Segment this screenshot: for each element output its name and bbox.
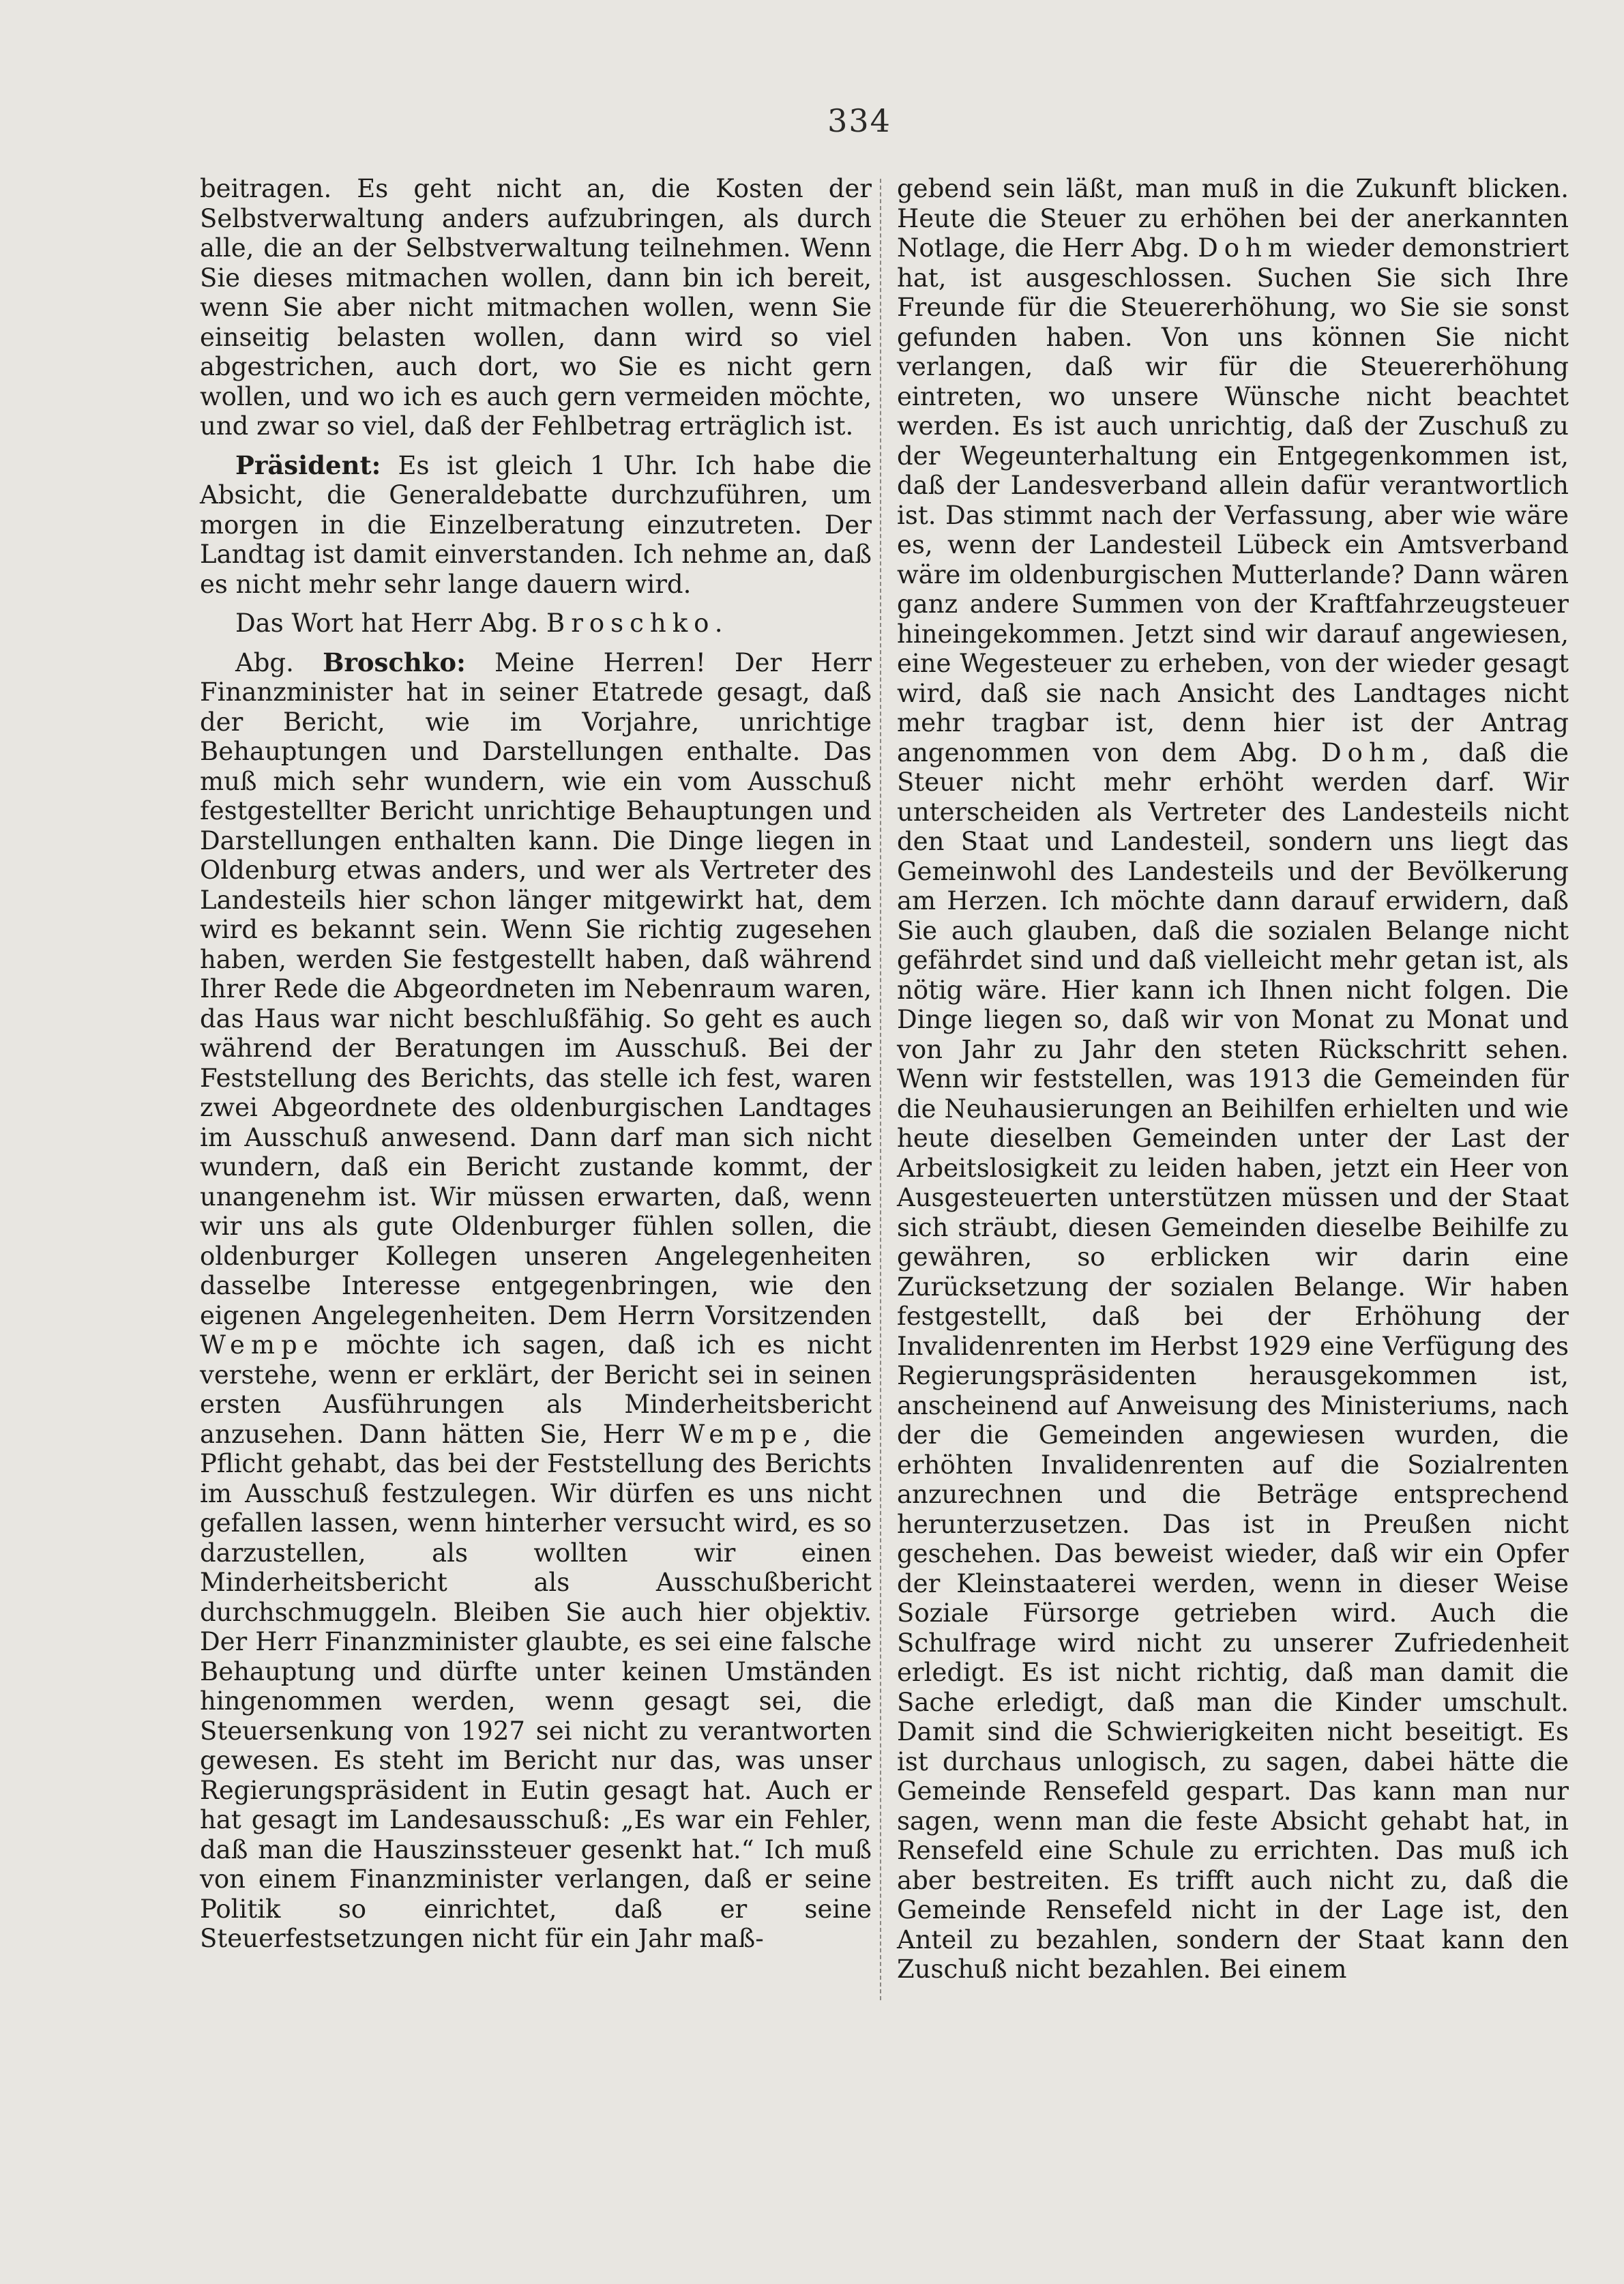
- paragraph-text: beitragen. Es geht nicht an, die Kosten der Selbstverwaltung anders aufzubringen, als durch alle, die an der Selbstverwaltung teilnehmen. Wenn Sie dieses mitmachen wollen, dann bin ich bereit, wenn Sie aber nicht mitmachen wollen, wenn Sie einseitig belasten wollen, dann wird so viel abgestrichen, auch dort, wo Sie es nicht gern wollen, und wo ich es auch gern vermeiden möchte, und zwar so viel, daß der Fehlbetrag erträglich ist.: [200, 174, 872, 441]
- person-name: Dohm: [1198, 233, 1298, 263]
- page-number: 334: [827, 102, 891, 139]
- speaker-label: Broschko:: [323, 647, 466, 677]
- paragraph-text: wieder demonstriert hat, ist ausgeschlossen. Suchen Sie sich Ihre Freunde für die Steuererhöhung, wo Sie sie sonst gefunden haben. Von uns können Sie nicht verlangen, daß wir für die Steuererhöhung eintreten, wo unsere Wünsche nicht beachtet werden. Es ist auch unrichtig, daß der Zuschuß zu der Wegeunterhaltung ein Entgegenkommen ist, daß der Landesverband allein dafür verantwortlich ist. Das stimmt nach der Verfassung, aber wie wäre es, wenn der Landesteil Lübeck ein Amtsverband wäre im oldenburgischen Mutterlande? Dann wären ganz andere Summen von der Kraftfahrzeugsteuer hineingekommen. Jetzt sind wir darauf angewiesen, eine Wegesteuer zu erheben, von der wieder gesagt wird, daß sie nach Ansicht des Landtages nicht mehr tragbar ist, denn hier ist der Antrag angenommen von dem Abg.: [897, 233, 1569, 767]
- speaker-label: Präsident:: [235, 450, 381, 480]
- paragraph-text: möchte ich sagen, daß ich es nicht verstehe, wenn er erklärt, der Bericht sei in seinen ersten Ausführungen als Minderheitsbericht anzusehen. Dann hätten Sie, Herr: [200, 1330, 872, 1449]
- person-name: Wempe: [200, 1330, 325, 1360]
- person-name: Dohm,: [1321, 737, 1436, 767]
- left-column: [200, 174, 872, 1963]
- speaker-name: Broschko.: [546, 609, 729, 638]
- column-divider: [880, 179, 881, 2000]
- right-column: [897, 174, 1569, 1994]
- paragraph: [897, 174, 1569, 1985]
- paragraph-text: Das Wort hat Herr Abg.: [235, 609, 547, 638]
- paragraph-text: gebend sein läßt, man muß in die Zukunft blicken. Heute die Steuer zu erhöhen bei der anerkannten Notlage, die Herr Abg.: [897, 174, 1569, 263]
- paragraph: [200, 174, 872, 441]
- paragraph: [200, 451, 872, 600]
- paragraph: [200, 609, 872, 639]
- paragraph-text: Meine Herren! Der Herr Finanzminister hat in seiner Etatrede gesagt, daß der Bericht, wie im Vorjahre, unrichtige Behauptungen und Darstellungen enthalte. Das muß mich sehr wundern, wie ein vom Ausschuß festgestellter Bericht unrichtige Behauptungen und Darstellungen enthalten kann. Die Dinge liegen in Oldenburg etwas anders, und wer als Vertreter des Landesteils hier schon länger mitgewirkt hat, dem wird es bekannt sein. Wenn Sie richtig zugesehen haben, werden Sie festgestellt haben, daß während Ihrer Rede die Abgeordneten im Nebenraum waren, das Haus war nicht beschlußfähig. So geht es auch während der Beratungen im Ausschuß. Bei der Feststellung des Berichts, das stelle ich fest, waren zwei Abgeordnete des oldenburgischen Landtages im Ausschuß anwesend. Dann darf man sich nicht wundern, daß ein Bericht zustande kommt, der unangenehm ist. Wir müssen erwarten, daß, wenn wir uns als gute Oldenburger fühlen sollen, die oldenburger Kollegen unseren Angelegenheiten dasselbe Interesse entgegenbringen, wie den eigenen Angelegenheiten. Dem Herrn Vorsitzenden: [200, 647, 872, 1330]
- paragraph-text: Es ist gleich 1 Uhr. Ich habe die Absicht, die Generaldebatte durchzuführen, um morgen in die Einzelberatung einzutreten. Der Landtag ist damit einverstanden. Ich nehme an, daß es nicht mehr sehr lange dauern wird.: [200, 450, 872, 599]
- paragraph-text: die Pflicht gehabt, das bei der Feststellung des Berichts im Ausschuß festzulegen. Wir dürfen es uns nicht gefallen lassen, wenn hinterher versucht wird, es so darzustellen, als wollten wir einen Minderheitsbericht als Ausschußbericht durchschmuggeln. Bleiben Sie auch hier objektiv. Der Herr Finanzminister glaubte, es sei eine falsche Behauptung und dürfte unter keinen Umständen hingenommen werden, wenn gesagt sei, die Steuersenkung von 1927 sei nicht zu verantworten gewesen. Es steht im Bericht nur das, was unser Regierungspräsident in Eutin gesagt hat. Auch er hat gesagt im Landesausschuß: „Es war ein Fehler, daß man die Hauszinssteuer gesenkt hat.“ Ich muß von einem Finanzminister verlangen, daß er seine Politik so einrichtet, daß er seine Steuerfestsetzungen nicht für ein Jahr maß-: [200, 1419, 872, 1953]
- person-name: Wempe,: [679, 1419, 818, 1449]
- paragraph-text: daß die Steuer nicht mehr erhöht werden darf. Wir unterscheiden als Vertreter des Landesteils nicht den Staat und Landesteil, sondern uns liegt das Gemeinwohl des Landesteils und der Bevölkerung am Herzen. Ich möchte dann darauf erwidern, daß Sie auch glauben, daß die sozialen Belange nicht gefährdet sind und daß vielleicht mehr getan ist, als nötig wäre. Hier kann ich Ihnen nicht folgen. Die Dinge liegen so, daß wir von Monat zu Monat und von Jahr zu Jahr den steten Rückschritt sehen. Wenn wir feststellen, was 1913 die Gemeinden für die Neuhausierungen an Beihilfen erhielten und wie heute dieselben Gemeinden unter der Last der Arbeitslosigkeit zu leiden haben, jetzt ein Heer von Ausgesteuerten unterstützen müssen und der Staat sich sträubt, diesen Gemeinden dieselbe Beihilfe zu gewähren, so erblicken wir darin eine Zurücksetzung der sozialen Belange. Wir haben festgestellt, daß bei der Erhöhung der Invalidenrenten im Herbst 1929 eine Verfügung des Regierungspräsidenten herausgekommen ist, anscheinend auf Anweisung des Ministeriums, nach der die Gemeinden angewiesen wurden, die erhöhten Invalidenrenten auf die Sozialrenten anzurechnen und die Beträge entsprechend herunterzusetzen. Das ist in Preußen nicht geschehen. Das beweist wieder, daß wir ein Opfer der Kleinstaaterei werden, wenn in dieser Weise Soziale Fürsorge getrieben wird. Auch die Schulfrage wird nicht zu unserer Zufriedenheit erledigt. Es ist nicht richtig, daß man damit die Sache erledigt, daß man die Kinder umschult. Damit sind die Schwierigkeiten nicht beseitigt. Es ist durchaus unlogisch, zu sagen, dabei hätte die Gemeinde Rensefeld gespart. Das kann man nur sagen, wenn man die feste Absicht gehabt hat, in Rensefeld eine Schule zu errichten. Das muß ich aber bestreiten. Es trifft auch nicht zu, daß die Gemeinde Rensefeld nicht in der Lage ist, den Anteil zu bezahlen, sondern der Staat kann den Zuschuß nicht bezahlen. Bei einem: [897, 737, 1569, 1984]
- paragraph-text: Abg.: [235, 647, 323, 677]
- paragraph: [200, 648, 872, 1954]
